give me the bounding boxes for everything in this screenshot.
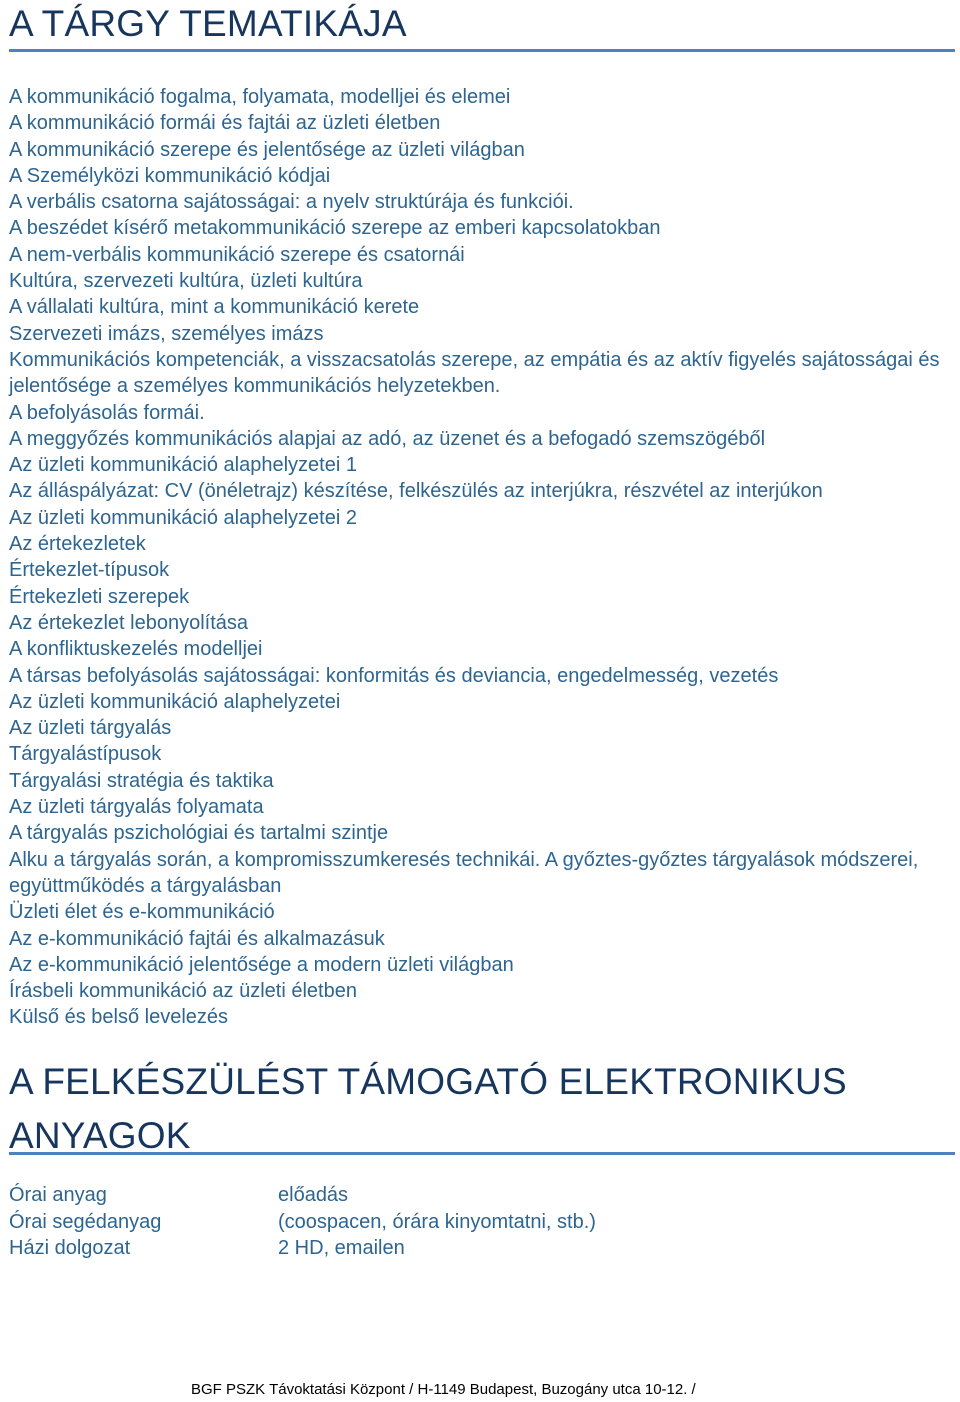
topic-item: Írásbeli kommunikáció az üzleti életben (9, 980, 357, 1003)
materials-label: Órai anyag (9, 1184, 107, 1206)
topic-item: Az üzleti kommunikáció alaphelyzetei 1 (9, 454, 357, 477)
materials-table (9, 1182, 809, 1262)
topic-item: Kommunikációs kompetenciák, a visszacsatolás szerepe, az empátia és az aktív figyelés sajátosságai és jelentősége a személyes kommunikációs helyzetekben. (9, 348, 940, 398)
topic-item: Az üzleti kommunikáció alaphelyzetei 2 (9, 506, 357, 529)
topic-item: A Személyközi kommunikáció kódjai (9, 164, 331, 187)
topic-item: Az értekezlet lebonyolítása (9, 611, 249, 634)
topic-item: A befolyásolás formái. (9, 401, 205, 424)
topic-item: A kommunikáció fogalma, folyamata, modelljei és elemei (9, 86, 511, 108)
topic-item: Tárgyalási stratégia és taktika (9, 769, 274, 792)
topic-item: Értekezleti szerepek (9, 585, 190, 608)
topic-item: Szervezeti imázs, személyes imázs (9, 322, 324, 345)
topic-item: Alku a tárgyalás során, a kompromisszumkeresés technikái. A győztes-győztes tárgyalások módszerei, együttműködés a tárgyalásban (9, 848, 919, 897)
materials-row (9, 1182, 809, 1209)
topic-item: A kommunikáció szerepe és jelentősége az üzleti világban (9, 138, 525, 161)
topic-item: Kultúra, szervezeti kultúra, üzleti kultúra (9, 270, 363, 293)
topic-item: Üzleti élet és e-kommunikáció (9, 901, 275, 924)
section-title-materials: A FELKÉSZÜLÉST TÁMOGATÓ ELEKTRONIKUS ANYAGOK (9, 1061, 847, 1156)
materials-value: (coospacen, órára kinyomtatni, stb.) (278, 1210, 596, 1233)
topic-item: A nem-verbális kommunikáció szerepe és csatornái (9, 243, 465, 266)
materials-value: előadás (278, 1184, 349, 1206)
topic-item: Az üzleti tárgyalás folyamata (9, 796, 264, 819)
topic-item: A tárgyalás pszichológiai és tartalmi szintje (9, 822, 389, 845)
topic-item: Tárgyalástípusok (9, 743, 162, 766)
topic-item: Külső és belső levelezés (9, 1006, 229, 1029)
page-footer: BGF PSZK Távoktatási Központ / H-1149 Budapest, Buzogány utca 10-12. / (191, 1381, 696, 1398)
topic-item: A vállalati kultúra, mint a kommunikáció kerete (9, 296, 420, 319)
topic-list (9, 84, 955, 1031)
title-underline (9, 1152, 955, 1155)
topic-item: Értekezlet-típusok (9, 559, 170, 582)
topic-item: Az e-kommunikáció jelentősége a modern üzleti világban (9, 953, 514, 976)
topic-item: A meggyőzés kommunikációs alapjai az adó, az üzenet és a befogadó szemszögéből (9, 427, 766, 450)
materials-row (9, 1235, 809, 1262)
topic-item: Az értekezletek (9, 533, 146, 556)
topic-item: A kommunikáció formái és fajtái az üzleti életben (9, 112, 441, 135)
topic-item: Az álláspályázat: CV (önéletrajz) készítése, felkészülés az interjúkra, részvétel az interjúkon (9, 480, 823, 503)
topic-item: Az üzleti kommunikáció alaphelyzetei (9, 690, 341, 713)
materials-label: Házi dolgozat (9, 1237, 131, 1259)
topic-item: Az e-kommunikáció fajtái és alkalmazásuk (9, 927, 385, 950)
topic-item: A beszédet kísérő metakommunikáció szerepe az emberi kapcsolatokban (9, 217, 661, 240)
topic-item: A társas befolyásolás sajátosságai: konformitás és deviancia, engedelmesség, vezetés (9, 664, 779, 687)
topic-item: A konfliktuskezelés modelljei (9, 638, 263, 661)
materials-value: 2 HD, emailen (278, 1237, 405, 1259)
topic-item: A verbális csatorna sajátosságai: a nyelv struktúrája és funkciói. (9, 191, 574, 214)
topic-item: Az üzleti tárgyalás (9, 717, 172, 740)
title-underline (9, 49, 955, 52)
materials-row (9, 1209, 809, 1236)
materials-label: Órai segédanyag (9, 1210, 162, 1233)
section-title-topics: A TÁRGY TEMATIKÁJA (9, 3, 407, 44)
